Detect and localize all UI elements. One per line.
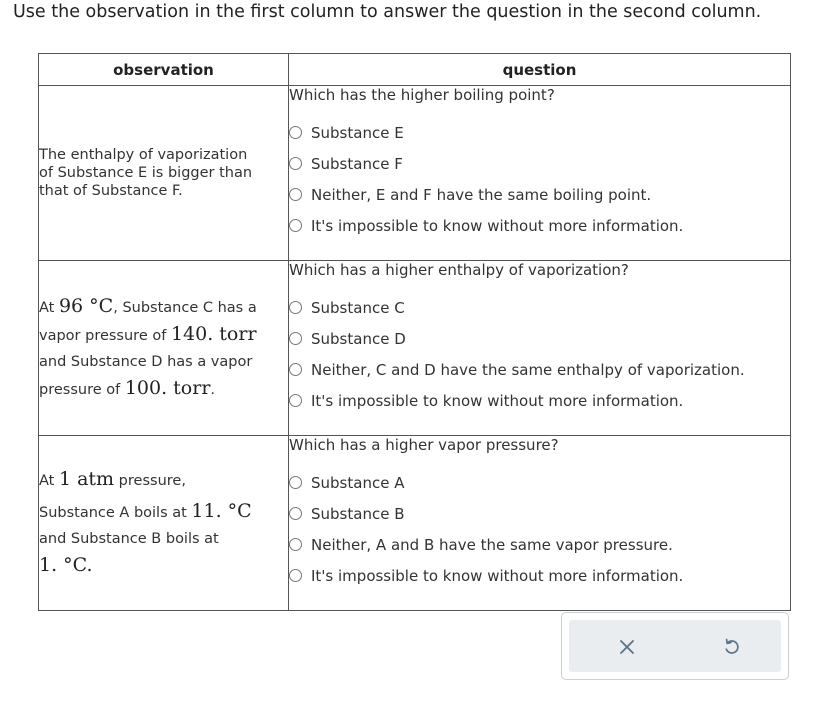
answer-option[interactable]: Substance F xyxy=(289,148,790,179)
answer-option[interactable]: It's impossible to know without more information. xyxy=(289,560,790,591)
answer-option[interactable]: It's impossible to know without more information. xyxy=(289,210,790,241)
answer-option[interactable]: Substance B xyxy=(289,498,790,529)
toolbar-panel xyxy=(569,620,781,672)
answer-option[interactable]: Substance E xyxy=(289,117,790,148)
radio-button[interactable] xyxy=(289,332,302,345)
observation-text: At 1 atm pressure, Substance A boils at 11. °C and Substance B boils at 1. °C. xyxy=(39,468,252,576)
observation-cell xyxy=(39,86,289,261)
table-header-row xyxy=(39,54,791,86)
undo-button[interactable] xyxy=(718,633,746,661)
answer-option[interactable]: Substance C xyxy=(289,292,790,323)
radio-button[interactable] xyxy=(289,157,302,170)
observation-text: The enthalpy of vaporization of Substance E is bigger than that of Substance F. xyxy=(39,147,253,199)
radio-button[interactable] xyxy=(289,188,302,201)
radio-button[interactable] xyxy=(289,126,302,139)
question-text: Which has a higher vapor pressure? xyxy=(289,436,559,454)
radio-button[interactable] xyxy=(289,301,302,314)
table-row xyxy=(39,436,791,611)
answer-option[interactable]: Substance A xyxy=(289,467,790,498)
answer-option[interactable]: Substance D xyxy=(289,323,790,354)
question-column-header: question xyxy=(289,54,791,86)
instructions: Use the observation in the first column to answer the question in the second column. xyxy=(13,2,762,22)
radio-button[interactable] xyxy=(289,476,302,489)
x-icon xyxy=(618,638,636,656)
table-row xyxy=(39,86,791,261)
question-text: Which has the higher boiling point? xyxy=(289,86,555,104)
observation-column-header: observation xyxy=(39,54,289,86)
question-cell xyxy=(289,261,791,436)
table-row xyxy=(39,261,791,436)
answer-option[interactable]: Neither, C and D have the same enthalpy of vaporization. xyxy=(289,354,790,385)
answer-option[interactable]: Neither, A and B have the same vapor pressure. xyxy=(289,529,790,560)
answer-option[interactable]: Neither, E and F have the same boiling point. xyxy=(289,179,790,210)
question-cell xyxy=(289,86,791,261)
radio-button[interactable] xyxy=(289,538,302,551)
observation-text: At 96 °C, Substance C has a vapor pressure of 140. torr and Substance D has a vapor pressure of 100. torr. xyxy=(39,295,257,399)
answer-toolbar xyxy=(561,612,789,680)
clear-button[interactable] xyxy=(613,633,641,661)
undo-icon xyxy=(722,637,742,657)
radio-button[interactable] xyxy=(289,394,302,407)
question-text: Which has a higher enthalpy of vaporization? xyxy=(289,261,629,279)
radio-button[interactable] xyxy=(289,219,302,232)
radio-button[interactable] xyxy=(289,363,302,376)
observation-question-table xyxy=(38,53,791,611)
observation-cell xyxy=(39,436,289,611)
radio-button[interactable] xyxy=(289,569,302,582)
answer-option[interactable]: It's impossible to know without more information. xyxy=(289,385,790,416)
observation-cell xyxy=(39,261,289,436)
question-cell xyxy=(289,436,791,611)
radio-button[interactable] xyxy=(289,507,302,520)
